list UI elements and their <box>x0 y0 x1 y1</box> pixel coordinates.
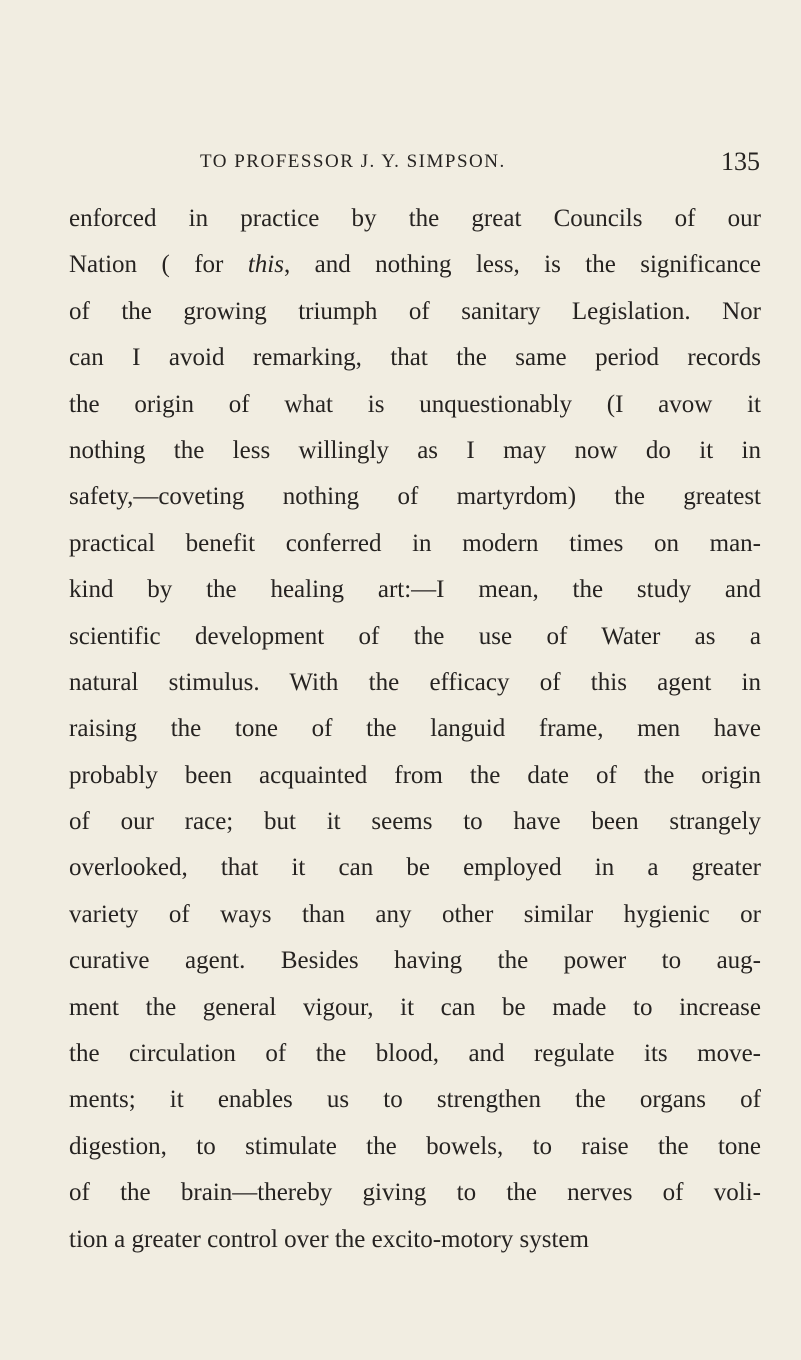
text-line-20: ments; it enables us to strengthen the organs of <box>69 1086 761 1114</box>
text-line-3: of the growing triumph of sanitary Legislation. Nor <box>69 297 761 325</box>
running-head <box>200 142 760 182</box>
text-line-2-start: Nation ( for <box>69 251 248 279</box>
body-paragraph <box>69 196 761 1263</box>
text-line-5: the origin of what is unquestionably (I avow it <box>69 390 761 418</box>
text-line-10: scientific development of the use of Water as a <box>69 622 761 650</box>
text-line-17: curative agent. Besides having the power to aug- <box>69 947 761 975</box>
text-line-4: can I avoid remarking, that the same period records <box>69 344 761 372</box>
text-line-13: probably been acquainted from the date of the origin <box>69 761 761 789</box>
text-line-21: digestion, to stimulate the bowels, to raise the tone <box>69 1132 761 1160</box>
text-line-22: of the brain—thereby giving to the nerves of voli- <box>69 1179 761 1207</box>
text-line-9: kind by the healing art:—I mean, the study and <box>69 576 761 604</box>
italic-word: this <box>247 251 284 279</box>
text-line-19: the circulation of the blood, and regulate its move- <box>69 1040 761 1068</box>
text-line-7: safety,—coveting nothing of martyrdom) the greatest <box>69 483 761 511</box>
text-line-14: of our race; but it seems to have been strangely <box>69 808 761 836</box>
text-line-6: nothing the less willingly as I may now do it in <box>69 436 761 464</box>
running-title: TO PROFESSOR J. Y. SIMPSON. <box>200 151 506 172</box>
text-line-12: raising the tone of the languid frame, men have <box>69 715 761 743</box>
text-line-8: practical benefit conferred in modern times on man- <box>69 529 761 557</box>
text-line-2 <box>69 242 761 288</box>
text-line-1: enforced in practice by the great Councils of our <box>69 205 761 232</box>
text-line-2-end: , and nothing less, is the significance <box>283 251 761 279</box>
text-line-23: tion a greater control over the excito-motory system <box>69 1225 589 1253</box>
text-line-11: natural stimulus. With the efficacy of this agent in <box>69 668 761 696</box>
text-line-15: overlooked, that it can be employed in a greater <box>69 854 761 882</box>
text-line-16: variety of ways than any other similar hygienic or <box>69 900 761 928</box>
page-number: 135 <box>721 147 760 176</box>
text-line-18: ment the general vigour, it can be made to increase <box>69 993 761 1021</box>
